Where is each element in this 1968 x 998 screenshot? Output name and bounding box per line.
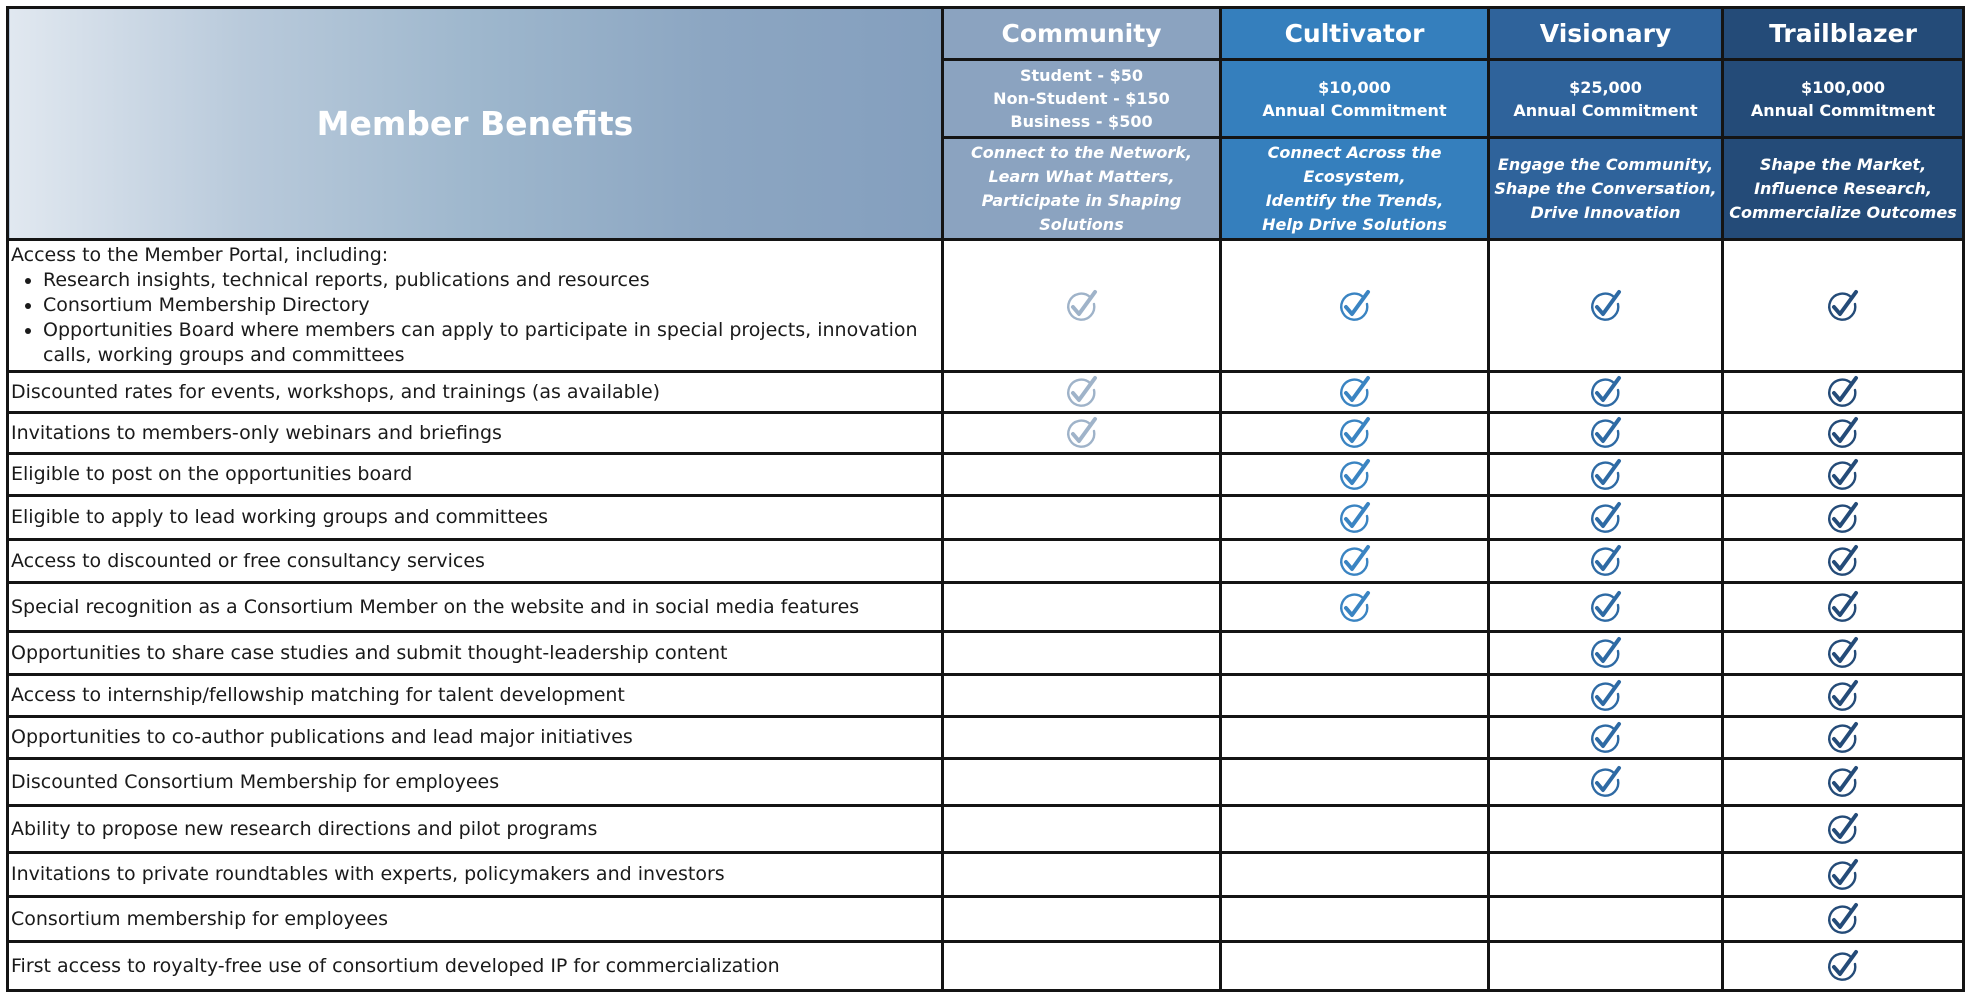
tier-cell-cultivator [1221, 759, 1489, 806]
tier-cell-community [943, 675, 1221, 717]
price-line: Business - $500 [1010, 112, 1153, 131]
tier-cell-community [943, 853, 1221, 897]
tier-cell-trailblazer [1723, 759, 1964, 806]
benefit-text: Special recognition as a Consortium Member on the website and in social media features [11, 595, 860, 618]
tier-cell-visionary [1489, 632, 1723, 675]
checkmark-icon [1587, 542, 1625, 580]
checkmark-icon [1824, 499, 1862, 537]
checkmark-icon [1587, 719, 1625, 757]
tier-cell-trailblazer [1723, 806, 1964, 853]
tier-cell-visionary [1489, 496, 1723, 540]
tier-cell-visionary [1489, 675, 1723, 717]
tier-name-community: Community [943, 8, 1221, 60]
tier-cell-community [943, 632, 1221, 675]
checkmark-icon [1587, 677, 1625, 715]
tier-cell-trailblazer [1723, 540, 1964, 583]
tier-cell-community [943, 496, 1221, 540]
benefit-cell [8, 675, 943, 717]
benefit-row [8, 759, 1964, 806]
tier-cell-cultivator [1221, 806, 1489, 853]
benefit-cell [8, 806, 943, 853]
checkmark-icon [1336, 588, 1374, 626]
benefit-cell [8, 897, 943, 942]
checkmark-icon [1824, 373, 1862, 411]
tier-cell-visionary [1489, 897, 1723, 942]
tier-cell-community [943, 413, 1221, 454]
checkmark-icon [1587, 287, 1625, 325]
tagline-line: Connect to the Network, [970, 142, 1192, 162]
benefit-cell [8, 540, 943, 583]
tier-cell-trailblazer [1723, 372, 1964, 413]
tier-price-trailblazer [1723, 60, 1964, 138]
benefit-cell [8, 496, 943, 540]
checkmark-icon [1336, 499, 1374, 537]
checkmark-icon [1587, 499, 1625, 537]
tier-name-visionary: Visionary [1489, 8, 1723, 60]
price-line: Annual Commitment [1750, 100, 1936, 120]
tier-cell-cultivator [1221, 853, 1489, 897]
tier-cell-visionary [1489, 759, 1723, 806]
benefit-row [8, 632, 1964, 675]
tier-cell-community [943, 759, 1221, 806]
benefit-text: Access to the Member Portal, including: [11, 244, 389, 266]
benefit-row [8, 583, 1964, 632]
tier-cell-cultivator [1221, 675, 1489, 717]
tier-cell-cultivator [1221, 240, 1489, 372]
tier-cell-visionary [1489, 240, 1723, 372]
benefit-row [8, 372, 1964, 413]
tagline-line: Solutions [1039, 214, 1124, 234]
checkmark-icon [1587, 414, 1625, 452]
tier-cell-trailblazer [1723, 496, 1964, 540]
tier-cell-cultivator [1221, 632, 1489, 675]
checkmark-icon [1824, 763, 1862, 801]
benefit-row [8, 806, 1964, 853]
checkmark-icon [1336, 287, 1374, 325]
tier-cell-visionary [1489, 717, 1723, 759]
tier-cell-community [943, 897, 1221, 942]
benefit-text: Opportunities to share case studies and submit thought-leadership content [11, 641, 728, 664]
checkmark-icon [1336, 456, 1374, 494]
tier-tagline-trailblazer [1723, 138, 1964, 240]
checkmark-icon [1824, 634, 1862, 672]
tier-cell-visionary [1489, 806, 1723, 853]
tagline-line: Commercialize Outcomes [1729, 202, 1957, 222]
tagline-line: Participate in Shaping [981, 190, 1182, 210]
benefits-table [6, 6, 1965, 992]
benefit-cell [8, 454, 943, 496]
tier-cell-trailblazer [1723, 897, 1964, 942]
price-line: $10,000 [1318, 77, 1391, 97]
tier-cell-visionary [1489, 413, 1723, 454]
tier-cell-cultivator [1221, 583, 1489, 632]
benefit-cell [8, 942, 943, 991]
benefit-row [8, 675, 1964, 717]
benefit-row [8, 717, 1964, 759]
benefit-text: Ability to propose new research directions and pilot programs [11, 817, 598, 840]
tier-cell-cultivator [1221, 942, 1489, 991]
benefit-cell [8, 853, 943, 897]
price-line: $25,000 [1569, 77, 1642, 97]
checkmark-icon [1587, 588, 1625, 626]
benefit-bullet: • Opportunities Board where members can apply to participate in special projects, innovation calls, working groups and committees [43, 318, 941, 368]
tier-cell-visionary [1489, 583, 1723, 632]
tagline-line: Learn What Matters, [988, 166, 1175, 186]
tier-cell-visionary [1489, 942, 1723, 991]
checkmark-icon [1824, 542, 1862, 580]
tier-cell-cultivator [1221, 540, 1489, 583]
tier-cell-community [943, 540, 1221, 583]
benefit-cell [8, 717, 943, 759]
benefit-row [8, 413, 1964, 454]
tier-cell-trailblazer [1723, 240, 1964, 372]
price-line: Non-Student - $150 [993, 89, 1170, 108]
benefit-cell [8, 759, 943, 806]
benefit-text: Eligible to apply to lead working groups and committees [11, 506, 549, 528]
checkmark-icon [1063, 414, 1101, 452]
benefit-cell [8, 632, 943, 675]
benefit-bullet: • Research insights, technical reports, publications and resources [43, 268, 941, 293]
tier-cell-community [943, 240, 1221, 372]
benefit-cell [8, 583, 943, 632]
checkmark-icon [1824, 856, 1862, 894]
checkmark-icon [1587, 456, 1625, 494]
benefit-bullet: • Consortium Membership Directory [43, 293, 941, 318]
tagline-line: Shape the Market, [1759, 154, 1927, 174]
tier-cell-cultivator [1221, 717, 1489, 759]
tagline-line: Influence Research, [1754, 178, 1932, 198]
tier-price-cultivator [1221, 60, 1489, 138]
checkmark-icon [1336, 373, 1374, 411]
price-line: Annual Commitment [1513, 100, 1698, 120]
benefit-row [8, 454, 1964, 496]
checkmark-icon [1824, 287, 1862, 325]
tier-cell-visionary [1489, 372, 1723, 413]
price-line: $100,000 [1800, 77, 1885, 97]
tagline-line: Shape the Conversation, [1494, 178, 1717, 198]
checkmark-icon [1824, 414, 1862, 452]
benefit-row [8, 942, 1964, 991]
benefit-text: Invitations to private roundtables with experts, policymakers and investors [11, 863, 725, 885]
benefit-row [8, 496, 1964, 540]
benefit-text: Discounted Consortium Membership for employees [11, 770, 500, 793]
tier-cell-community [943, 583, 1221, 632]
tagline-line: Engage the Community, [1497, 154, 1714, 174]
price-line: Annual Commitment [1262, 100, 1447, 120]
tier-cell-trailblazer [1723, 675, 1964, 717]
checkmark-icon [1336, 414, 1374, 452]
benefit-row [8, 240, 1964, 372]
tier-cell-community [943, 717, 1221, 759]
tier-cell-trailblazer [1723, 583, 1964, 632]
tagline-line: Identify the Trends, [1265, 190, 1444, 210]
benefit-text: First access to royalty-free use of consortium developed IP for commercialization [11, 954, 780, 977]
tagline-line: Connect Across the [1267, 142, 1442, 162]
checkmark-icon [1063, 287, 1101, 325]
tier-cell-cultivator [1221, 454, 1489, 496]
tier-name-cultivator: Cultivator [1221, 8, 1489, 60]
price-line: Student - $50 [1019, 66, 1144, 85]
tier-cell-cultivator [1221, 372, 1489, 413]
tier-cell-visionary [1489, 454, 1723, 496]
benefit-text: Discounted rates for events, workshops, and trainings (as available) [11, 380, 661, 403]
tier-cell-community [943, 806, 1221, 853]
tier-cell-cultivator [1221, 496, 1489, 540]
tier-tagline-cultivator [1221, 138, 1489, 240]
tier-cell-cultivator [1221, 897, 1489, 942]
tier-cell-visionary [1489, 540, 1723, 583]
benefit-bullets [11, 268, 941, 368]
benefit-cell [8, 240, 943, 372]
checkmark-icon [1824, 588, 1862, 626]
tier-cell-trailblazer [1723, 454, 1964, 496]
benefit-text: Access to discounted or free consultancy services [11, 549, 485, 572]
checkmark-icon [1824, 677, 1862, 715]
tier-cell-visionary [1489, 853, 1723, 897]
checkmark-icon [1824, 900, 1862, 938]
tier-price-visionary [1489, 60, 1723, 138]
tier-cell-trailblazer [1723, 632, 1964, 675]
benefit-text: Access to internship/fellowship matching for talent development [11, 684, 625, 706]
tier-cell-community [943, 454, 1221, 496]
checkmark-icon [1336, 542, 1374, 580]
benefit-text: Consortium membership for employees [11, 907, 389, 930]
checkmark-icon [1587, 763, 1625, 801]
checkmark-icon [1824, 810, 1862, 848]
checkmark-icon [1587, 373, 1625, 411]
tier-cell-community [943, 372, 1221, 413]
tier-cell-trailblazer [1723, 717, 1964, 759]
benefit-row [8, 540, 1964, 583]
benefit-text: Opportunities to co-author publications and lead major initiatives [11, 726, 633, 748]
checkmark-icon [1587, 634, 1625, 672]
tier-cell-trailblazer [1723, 853, 1964, 897]
benefit-cell [8, 413, 943, 454]
checkmark-icon [1063, 373, 1101, 411]
tier-tagline-community [943, 138, 1221, 240]
checkmark-icon [1824, 456, 1862, 494]
benefit-text: Eligible to post on the opportunities board [11, 463, 413, 485]
tier-cell-cultivator [1221, 413, 1489, 454]
benefit-cell [8, 372, 943, 413]
tier-cell-community [943, 942, 1221, 991]
tagline-line: Ecosystem, [1303, 166, 1406, 186]
checkmark-icon [1824, 947, 1862, 985]
page-title: Member Benefits [8, 8, 943, 240]
tagline-line: Help Drive Solutions [1262, 214, 1447, 234]
tier-cell-trailblazer [1723, 413, 1964, 454]
tier-tagline-visionary [1489, 138, 1723, 240]
benefit-text: Invitations to members-only webinars and briefings [11, 421, 502, 444]
checkmark-icon [1824, 719, 1862, 757]
tier-name-trailblazer: Trailblazer [1723, 8, 1964, 60]
tier-price-community [943, 60, 1221, 138]
tier-cell-trailblazer [1723, 942, 1964, 991]
benefit-row [8, 897, 1964, 942]
benefit-row [8, 853, 1964, 897]
tagline-line: Drive Innovation [1530, 202, 1681, 222]
